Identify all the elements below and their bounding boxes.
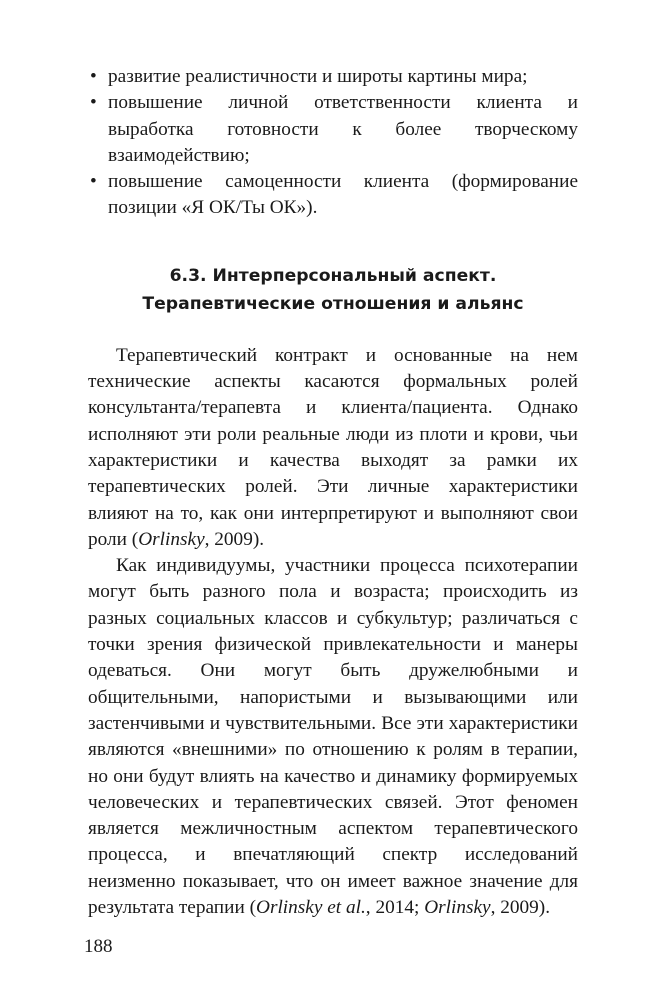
- section-heading-line1: 6.3. Интерперсональный аспект.: [169, 265, 497, 286]
- list-item-text: повышение личной ответственности клиента и выработка готовности к более творческому взаимодействию;: [108, 92, 578, 166]
- bullet-icon: •: [90, 92, 97, 114]
- citation-author: Orlinsky: [138, 528, 205, 550]
- paragraph-2-text: Как индивидуумы, участники процесса психотерапии могут быть разного пола и возраста; происходить из разных социальных классов и субкультур; различаться с точки зрения физической привлекательности и манеры одеваться. Они могут быть дружелюбными и общительными, напористыми и вызывающими или застенчивыми и чувствительными. Все эти характеристики являются «внешними» по отношению к ролям в терапии, но они будут влиять на качество и динамику формируемых человеческих и терапевтических связей. Этот феномен является межличностным аспектом терапевтического процесса, и впечатляющий спектр исследований неизменно показывает, что он имеет важное значение для результата терапии (: [88, 555, 578, 919]
- page-number: 188: [84, 936, 113, 957]
- list-item: [88, 64, 578, 90]
- paragraph-1-text: Терапевтический контракт и основанные на нем технические аспекты касаются формальных ролей консультанта/терапевта и клиента/пациента. Однако исполняют эти роли реальные люди из плоти и крови, чьи характеристики и качества выходят за рамки их терапевтических ролей. Эти личные характеристики влияют на то, как они интерпретируют и выполняют свои роли (: [88, 344, 578, 550]
- citation-tail: , 2009).: [490, 897, 551, 919]
- paragraph-1: [88, 343, 578, 553]
- citation-author: Orlinsky: [424, 897, 491, 919]
- section-heading-line2: Терапевтические отношения и альянс: [142, 293, 524, 314]
- section-heading: [88, 262, 578, 318]
- page-body: [88, 64, 578, 921]
- bullet-list: [88, 64, 578, 222]
- paragraph-2: [88, 553, 578, 921]
- citation-tail: , 2009).: [204, 528, 265, 550]
- list-item: [88, 169, 578, 222]
- list-item: [88, 90, 578, 169]
- list-item-text: повышение самоценности клиента (формирование позиции «Я ОК/Ты ОК»).: [108, 171, 578, 219]
- bullet-icon: •: [90, 171, 97, 193]
- bullet-icon: •: [90, 66, 97, 87]
- citation-tail: , 2014;: [365, 897, 425, 919]
- list-item-text: развитие реалистичности и широты картины мира;: [108, 66, 528, 87]
- citation-author: Orlinsky et al.: [256, 897, 366, 919]
